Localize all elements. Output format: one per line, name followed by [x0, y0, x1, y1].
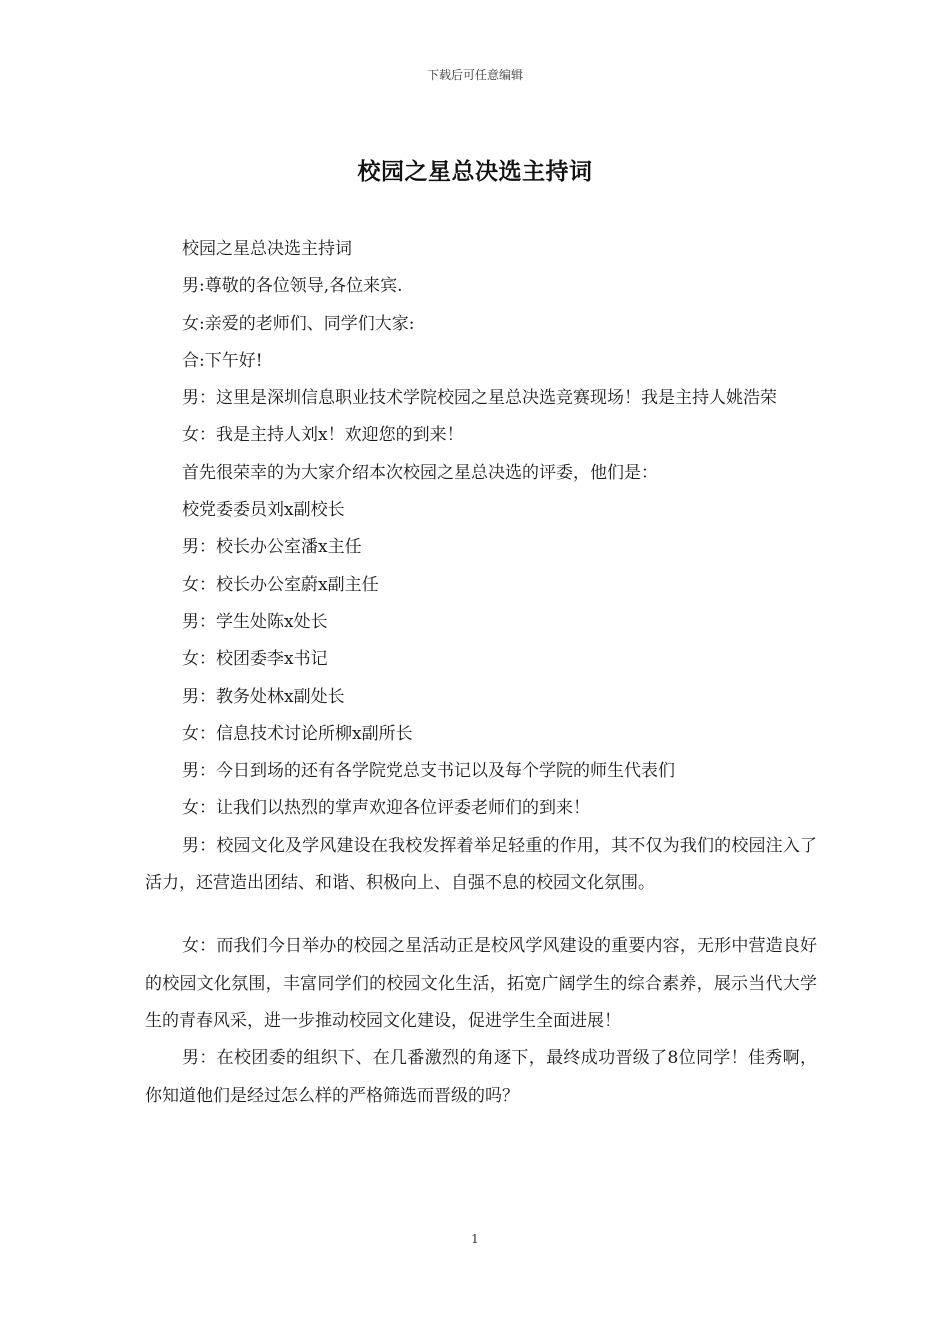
- paragraph: 女：信息技术讨论所柳x副所长: [182, 723, 413, 744]
- paragraph: 男：今日到场的还有各学院党总支书记以及每个学院的师生代表们: [182, 761, 675, 782]
- paragraph: 女：而我们今日举办的校园之星活动正是校风学风建设的重要内容，无形中营造良好的校园文化氛围，丰富同学们的校园文化生活，拓宽广阔学生的综合素养，展示当代大学生的青春风采，进一步推动校园文化建设，促进学生全面进展！: [145, 936, 817, 1031]
- paragraph: 首先很荣幸的为大家介绍本次校园之星总决选的评委，他们是：: [182, 462, 658, 483]
- paragraph: 男：校长办公室潘x主任: [182, 537, 362, 558]
- paragraph: 男：教务处林x副处长: [182, 686, 345, 707]
- paragraph: 女：校长办公室蔚x副主任: [182, 574, 379, 595]
- paragraph: 女:亲爱的老师们、同学们大家:: [182, 313, 415, 334]
- paragraph: 女：校团委李x书记: [182, 649, 328, 670]
- paragraph: 男：学生处陈x处长: [182, 611, 328, 632]
- paragraph: 校园之星总决选主持词: [182, 239, 352, 259]
- paragraph: 男：在校团委的组织下、在几番激烈的角逐下，最终成功晋级了8位同学！佳秀啊，你知道他们是经过怎么样的严格筛选而晋级的吗？: [145, 1048, 817, 1106]
- paragraph: 男:尊敬的各位领导,各位来宾.: [182, 276, 403, 297]
- paragraph: 男：这里是深圳信息职业技术学院校园之星总决选竞赛现场！我是主持人姚浩荣: [182, 388, 777, 409]
- document-body: [145, 231, 817, 1115]
- paragraph: 校党委委员刘x副校长: [182, 500, 345, 521]
- header-note: 下载后可任意编辑: [426, 68, 523, 82]
- paragraph: 合:下午好!: [182, 350, 263, 371]
- document-title: 校园之星总决选主持词: [357, 158, 593, 185]
- page-number: 1: [471, 1232, 479, 1246]
- paragraph: 女：我是主持人刘x！欢迎您的到来！: [182, 425, 464, 446]
- paragraph: 男：校园文化及学风建设在我校发挥着举足轻重的作用，其不仅为我们的校园注入了活力，还营造出团结、和谐、积极向上、自强不息的校园文化氛围。: [145, 835, 817, 894]
- paragraph: 女：让我们以热烈的掌声欢迎各位评委老师们的到来！: [182, 798, 590, 819]
